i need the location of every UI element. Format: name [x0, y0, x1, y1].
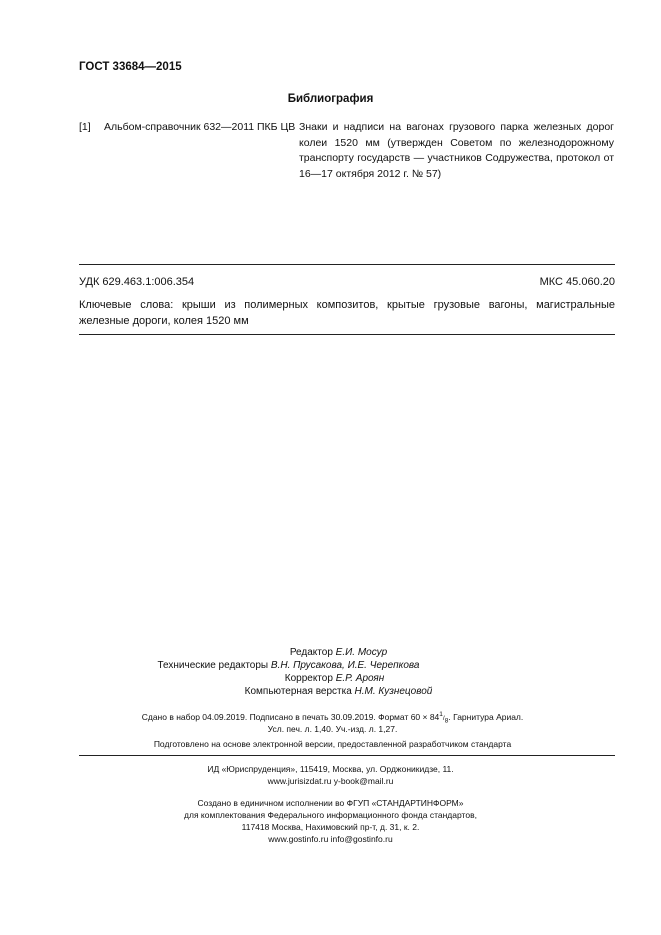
publishing-line-3: Подготовлено на основе электронной версии, предоставленной разработчиком стандарта [153, 739, 512, 749]
creator-line-1: Создано в единичном исполнении во ФГУП «СТАНДАРТИНФОРМ» [197, 798, 464, 808]
credit-tech-names: В.Н. Прусакова, И.Е. Черепкова [270, 660, 420, 671]
credit-tech-editors [0, 660, 619, 671]
publishing-line-2: Усл. печ. л. 1,40. Уч.-изд. л. 1,27. [267, 724, 398, 734]
divider-bottom [79, 334, 615, 335]
credit-layout-name: Н.М. Кузнецовой [354, 686, 433, 697]
publishing-line-1-a: Сдано в набор 04.09.2019. Подписано в печать 30.09.2019. Формат 60 × 84 [141, 711, 440, 722]
bibliography-entry-description: Знаки и надписи на вагонах грузового парка железных дорог колеи 1520 мм (утвержден Советом по железнодорожному транспорту государств — участников Содружества, протокол от 16—17 октября 2012 г. № 57) [299, 121, 614, 180]
credit-editor [8, 647, 661, 658]
credit-layout [8, 686, 661, 697]
creator-line-2: для комплектования Федерального информационного фонда стандартов, [184, 810, 477, 820]
bibliography-entry-number: [1] [79, 121, 91, 133]
divider-top [79, 264, 615, 265]
format-fraction-denominator: 8 [444, 717, 449, 725]
credit-corrector-name: Е.Р. Ароян [335, 673, 385, 684]
publishing-line-1-b: . Гарнитура Ариал. [448, 711, 524, 722]
credit-corrector [4, 673, 661, 684]
creator-line-3: 117418 Москва, Нахимовский пр-т, д. 31, к. 2. [241, 822, 420, 832]
keywords: Ключевые слова: крыши из полимерных композитов, крытые грузовые вагоны, магистральные железные дороги, колея 1520 мм [79, 299, 615, 327]
publishing-line-1: Сдано в набор 04.09.2019. Подписано в печать 30.09.2019. Формат $60 \times 84^1/_8$. Гарнитура Ариал. [141, 711, 524, 725]
format-fraction-numerator: 1 [439, 711, 443, 718]
credit-tech-label: Технические редакторы [157, 660, 269, 671]
credit-editor-name: Е.И. Мосур [335, 647, 388, 658]
bibliography-entry-source: Альбом-справочник 632—2011 ПКБ ЦВ [104, 121, 296, 133]
publisher-line-2: www.jurisizdat.ru y-book@mail.ru [267, 776, 394, 786]
bibliography-title: Библиография [287, 93, 374, 105]
document-code: ГОСТ 33684—2015 [79, 61, 182, 73]
credit-corrector-label: Корректор [284, 673, 333, 684]
publisher-line-1: ИД «Юриспруденция», 115419, Москва, ул. Орджоникидзе, 11. [207, 764, 454, 774]
divider-publisher [79, 755, 615, 756]
credit-layout-label: Компьютерная верстка [244, 686, 352, 697]
udk-code: УДК 629.463.1:006.354 [79, 276, 195, 288]
creator-line-4: www.gostinfo.ru info@gostinfo.ru [268, 834, 393, 844]
credit-editor-label: Редактор [289, 647, 333, 658]
mks-code: МКС 45.060.20 [539, 276, 615, 288]
